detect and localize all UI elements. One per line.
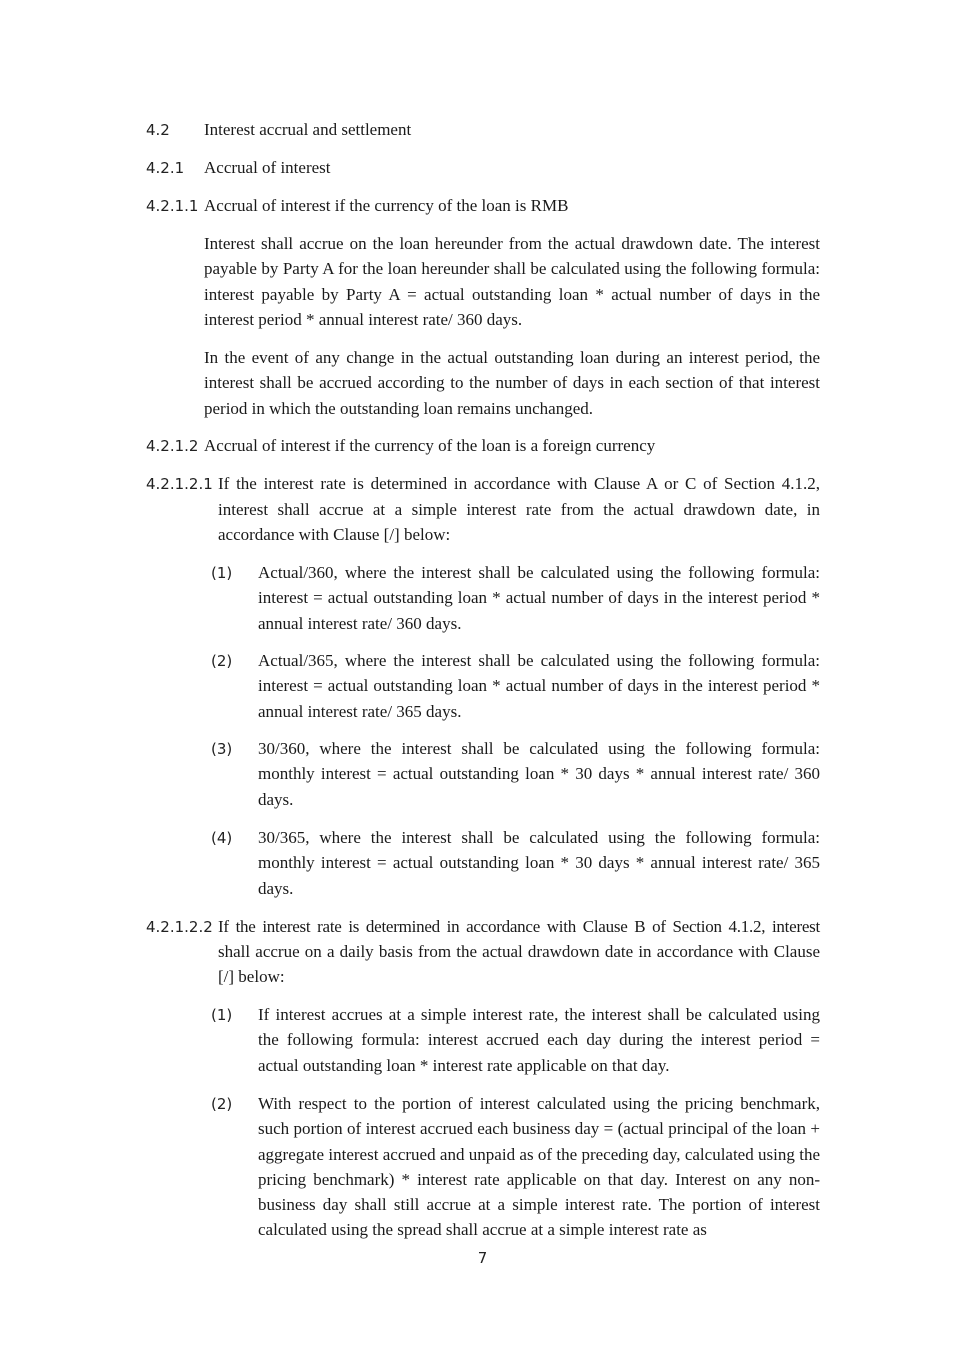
list-item-text: If interest accrues at a simple interest rate, the interest shall be calculated using the following formula: interest accrued each day during the interest period = actual outstanding loan * interest rate applicable on that day. (258, 1005, 820, 1075)
section-number: 4.2.1.2.1 (146, 475, 213, 493)
list-item-text: With respect to the portion of interest calculated using the pricing benchmark, such portion of interest accrued each business day = (actual principal of the loan + aggregate interest accrued and unpaid as of the preceding day, calculated using the pricing benchmark) * interest rate applicable on that day. Interest on any non-business day shall still accrue at a simple interest rate. The portion of interest calculated using the spread shall accrue at a simple interest rate as (258, 1094, 820, 1240)
list-item-label: (4) (211, 829, 233, 847)
section-heading: Accrual of interest (204, 158, 331, 177)
paragraph-first-line: If the interest rate is determined in accordance with Clause B of Section 4.1.2, interest (218, 917, 820, 936)
list-item-label: (3) (211, 740, 233, 758)
list-item-text: 30/360, where the interest shall be calculated using the following formula: monthly interest = actual outstanding loan * 30 days * annual interest rate/ 360 days. (258, 739, 820, 809)
list-item-label: (1) (211, 1006, 233, 1024)
section-heading: Interest accrual and settlement (204, 120, 412, 139)
section-number: 4.2.1.2 (146, 437, 199, 455)
section-number: 4.2.1.1 (146, 197, 199, 215)
paragraph-first-line: If the interest rate is determined in accordance with Clause A or C of Section 4.1.2, (218, 474, 820, 493)
list-item-text: Actual/360, where the interest shall be calculated using the following formula: interest = actual outstanding loan * actual number of days in the interest period * annual interest rate/ 360 days. (258, 563, 820, 633)
section-number: 4.2.1 (146, 159, 185, 177)
list-item-label: (1) (211, 564, 233, 582)
paragraph: shall accrue on a daily basis from the actual drawdown date in accordance with Clause [/] below: (218, 942, 820, 987)
section-heading: Accrual of interest if the currency of the loan is a foreign currency (204, 436, 656, 455)
paragraph: Interest shall accrue on the loan hereunder from the actual drawdown date. The interest payable by Party A for the loan hereunder shall be calculated using the following formula: interest payable by Party A = actual outstanding loan * actual number of days in the interest period * annual interest rate/ 360 days. (204, 234, 820, 329)
section-heading: Accrual of interest if the currency of the loan is RMB (204, 196, 569, 215)
list-item-label: (2) (211, 1095, 233, 1113)
list-item-label: (2) (211, 652, 233, 670)
section-number: 4.2 (146, 121, 170, 139)
page-number: 7 (477, 1249, 488, 1267)
list-item-text: Actual/365, where the interest shall be calculated using the following formula: interest = actual outstanding loan * actual number of days in the interest period * annual interest rate/ 365 days. (258, 651, 820, 721)
paragraph: In the event of any change in the actual outstanding loan during an interest period, the interest shall be accrued according to the number of days in each section of that interest period in which the outstanding loan remains unchanged. (204, 348, 820, 418)
list-item-text: 30/365, where the interest shall be calculated using the following formula: monthly interest = actual outstanding loan * 30 days * annual interest rate/ 365 days. (258, 828, 820, 898)
paragraph: interest shall accrue at a simple interest rate from the actual drawdown date, in accordance with Clause [/] below: (218, 500, 820, 545)
section-number: 4.2.1.2.2 (146, 918, 213, 936)
